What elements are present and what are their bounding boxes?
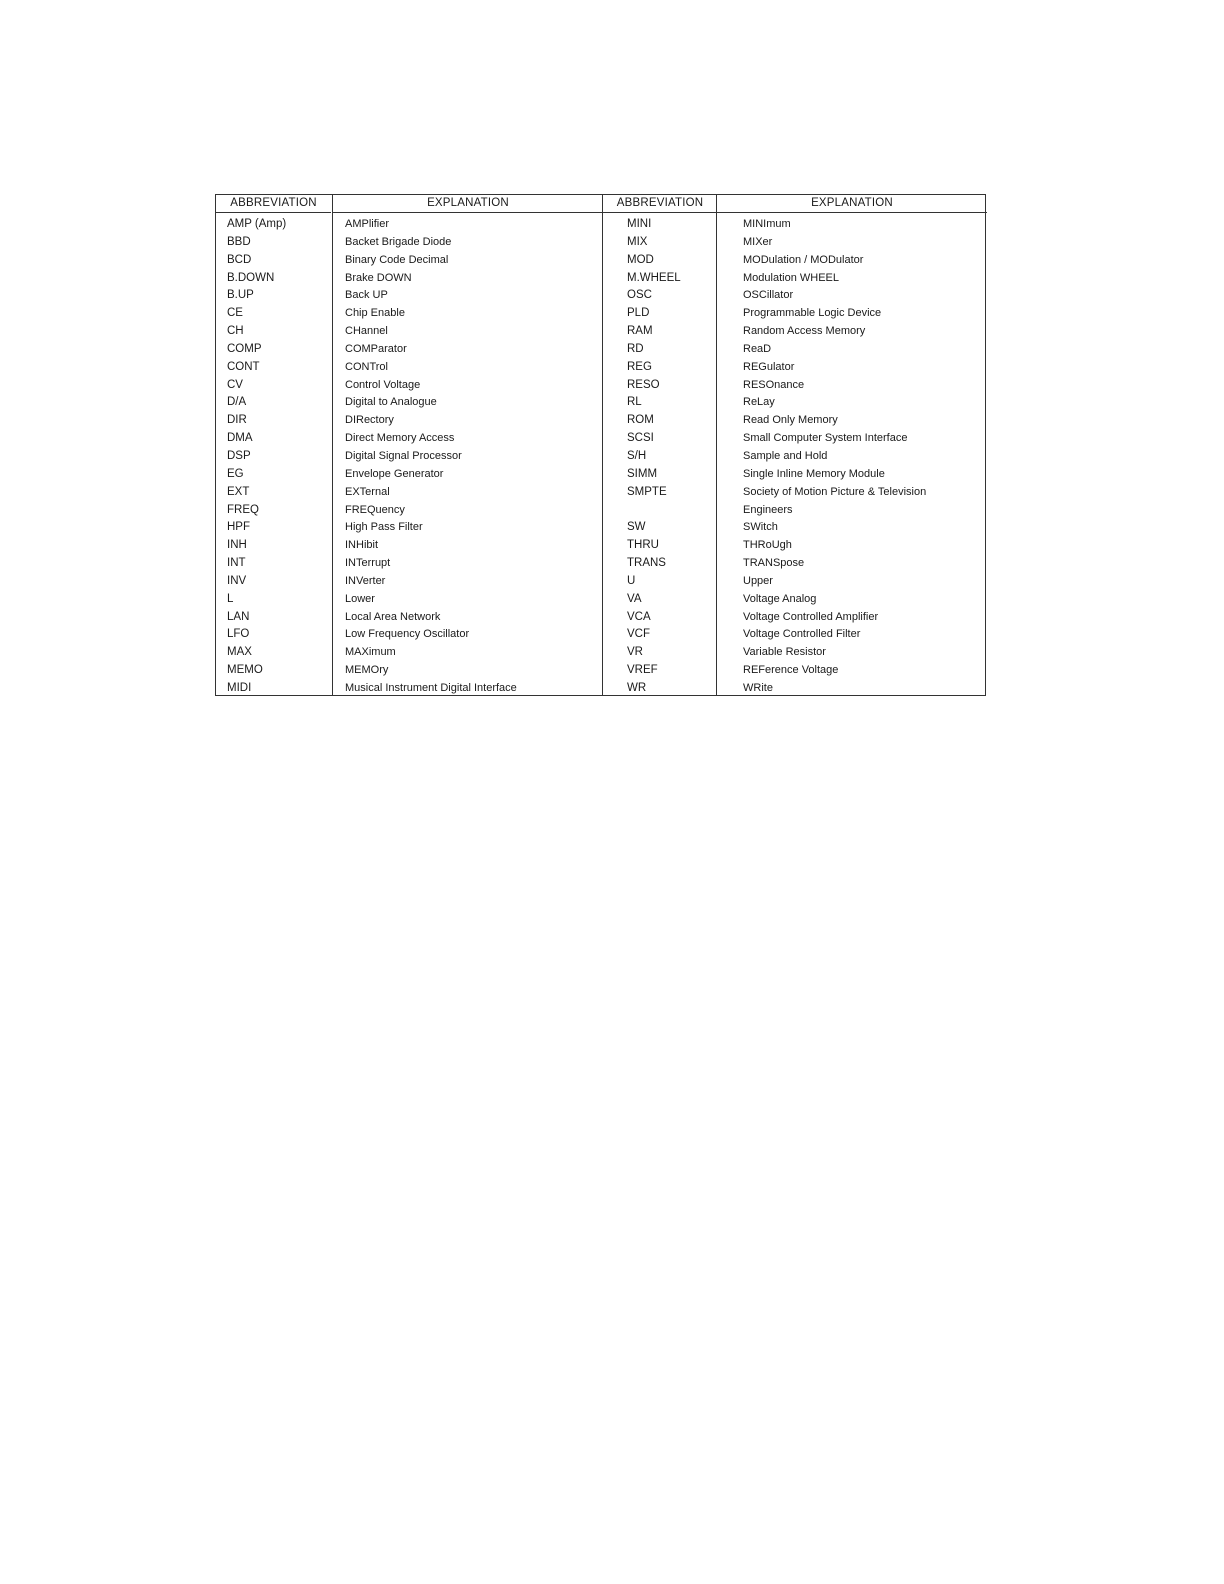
abbreviation-cell: MEMO (227, 664, 263, 677)
abbreviation-cell: B.DOWN (227, 271, 275, 284)
explanation-cell: Control Voltage (345, 378, 421, 391)
abbreviation-cell: VA (627, 592, 642, 605)
explanation-cell: REFerence Voltage (743, 664, 839, 677)
explanation-cell: Small Computer System Interface (743, 432, 908, 445)
left-abbreviation-column (216, 195, 331, 695)
abbreviation-cell: MINI (627, 218, 652, 230)
explanation-cell: Single Inline Memory Module (743, 467, 885, 480)
explanation-cell: MAXimum (345, 646, 396, 659)
explanation-cell: RESOnance (743, 378, 805, 391)
explanation-cell: Back UP (345, 289, 388, 302)
abbreviation-cell: DMA (227, 432, 253, 445)
explanation-cell: INTerrupt (345, 557, 391, 570)
abbreviation-cell: FREQ (227, 503, 259, 516)
explanation-cell: Society of Motion Picture & Television (743, 485, 927, 498)
abbreviation-cell: SCSI (627, 432, 654, 445)
explanation-cell: SWitch (743, 521, 778, 534)
explanation-cell: MODulation / MODulator (743, 253, 864, 266)
abbreviation-cell: VR (627, 646, 643, 659)
abbreviation-cell: S/H (627, 449, 647, 462)
explanation-cell: Local Area Network (345, 610, 441, 623)
explanation-cell: Voltage Controlled Filter (743, 628, 861, 641)
cell-list (216, 213, 331, 698)
abbreviation-cell: VCA (627, 610, 651, 623)
explanation-cell: Voltage Analog (743, 592, 817, 605)
abbreviation-cell: BCD (227, 253, 252, 266)
explanation-cell: Musical Instrument Digital Interface (345, 681, 517, 694)
abbreviation-cell: M.WHEEL (627, 271, 681, 284)
explanation-cell: Upper (743, 574, 773, 587)
explanation-cell: Digital to Analogue (345, 396, 437, 409)
explanation-cell: Low Frequency Oscillator (345, 628, 470, 641)
abbreviation-cell: RAM (627, 325, 653, 338)
abbreviation-cell: INH (227, 539, 247, 552)
abbreviation-cell: DSP (227, 449, 251, 462)
explanation-cell: MEMOry (345, 664, 389, 677)
column-header: EXPLANATION (333, 195, 603, 213)
explanation-cell: WRite (743, 681, 773, 694)
explanation-cell: AMPlifier (345, 218, 390, 230)
abbreviation-cell: RD (627, 342, 644, 355)
explanation-cell: OSCillator (743, 289, 794, 302)
explanation-cell: Brake DOWN (345, 271, 412, 284)
cell-list (717, 213, 987, 698)
cell-list (603, 213, 717, 698)
abbreviation-cell: COMP (227, 342, 262, 355)
explanation-cell: Modulation WHEEL (743, 271, 839, 284)
explanation-cell: Lower (345, 592, 375, 605)
explanation-cell: CHannel (345, 325, 388, 338)
column-header: ABBREVIATION (603, 195, 717, 213)
abbreviation-cell: VCF (627, 628, 650, 641)
explanation-cell: MINImum (743, 218, 791, 230)
abbreviation-cell: LAN (227, 610, 250, 623)
abbreviation-cell: CE (227, 307, 243, 320)
abbreviation-cell: INV (227, 574, 247, 587)
abbreviation-cell: CV (227, 378, 243, 391)
abbreviation-cell: D/A (227, 396, 247, 409)
abbreviation-cell: REG (627, 360, 652, 373)
abbreviation-cell: OSC (627, 289, 652, 302)
abbreviation-cell: SMPTE (627, 485, 667, 498)
column-header: EXPLANATION (717, 195, 987, 213)
explanation-cell: Voltage Controlled Amplifier (743, 610, 879, 623)
explanation-cell: Sample and Hold (743, 449, 828, 462)
explanation-cell: Envelope Generator (345, 467, 444, 480)
explanation-cell: DIRectory (345, 414, 394, 427)
abbreviation-cell: INT (227, 557, 246, 570)
abbreviation-cell: BBD (227, 235, 251, 248)
abbreviation-cell: EXT (227, 485, 250, 498)
abbreviation-cell: ROM (627, 414, 654, 427)
abbreviation-cell: CH (227, 325, 244, 338)
explanation-cell: REGulator (743, 360, 795, 373)
explanation-cell: ReaD (743, 342, 772, 355)
abbreviation-cell: B.UP (227, 289, 254, 302)
explanation-cell: Chip Enable (345, 307, 405, 320)
right-abbreviation-column (602, 195, 717, 695)
cell-list (333, 213, 603, 698)
abbreviation-cell: MIDI (227, 681, 252, 694)
abbreviation-cell: EG (227, 467, 244, 480)
abbreviation-cell: WR (627, 681, 647, 694)
abbreviation-cell: SW (627, 521, 646, 534)
column-header: ABBREVIATION (216, 195, 331, 213)
explanation-cell: CONTrol (345, 360, 388, 373)
explanation-cell: MIXer (743, 235, 773, 248)
explanation-cell: Direct Memory Access (345, 432, 455, 445)
explanation-cell: TRANSpose (743, 557, 805, 570)
explanation-cell: EXTernal (345, 485, 390, 498)
explanation-cell: Digital Signal Processor (345, 449, 462, 462)
explanation-cell: INHibit (345, 539, 379, 552)
explanation-cell: Read Only Memory (743, 414, 838, 427)
explanation-cell: Engineers (743, 503, 793, 516)
explanation-cell: FREQuency (345, 503, 405, 516)
explanation-cell: ReLay (743, 396, 775, 409)
abbreviation-cell: LFO (227, 628, 250, 641)
explanation-cell: Random Access Memory (743, 325, 866, 338)
abbreviation-cell: SIMM (627, 467, 658, 480)
abbreviation-cell: L (227, 592, 234, 605)
explanation-cell: INVerter (345, 574, 386, 587)
right-explanation-column (716, 195, 987, 695)
abbreviation-cell: AMP (Amp) (227, 218, 287, 230)
abbreviation-cell: RESO (627, 378, 660, 391)
explanation-cell: Variable Resistor (743, 646, 826, 659)
abbreviation-table (215, 194, 986, 696)
abbreviation-cell: RL (627, 396, 642, 409)
abbreviation-cell: U (627, 574, 636, 587)
abbreviation-cell: VREF (627, 664, 658, 677)
explanation-cell: Programmable Logic Device (743, 307, 882, 320)
abbreviation-cell (603, 502, 717, 520)
abbreviation-cell: CONT (227, 360, 260, 373)
abbreviation-cell: HPF (227, 521, 250, 534)
abbreviation-cell: MAX (227, 646, 252, 659)
abbreviation-cell: MIX (627, 235, 648, 248)
explanation-cell: Backet Brigade Diode (345, 235, 452, 248)
abbreviation-cell: MOD (627, 253, 654, 266)
abbreviation-cell: THRU (627, 539, 659, 552)
abbreviation-cell: PLD (627, 307, 650, 320)
left-explanation-column (332, 195, 603, 695)
abbreviation-cell: DIR (227, 414, 247, 427)
explanation-cell: COMParator (345, 342, 407, 355)
explanation-cell: Binary Code Decimal (345, 253, 449, 266)
explanation-cell: High Pass Filter (345, 521, 423, 534)
abbreviation-cell: TRANS (627, 557, 666, 570)
explanation-cell: THRoUgh (743, 539, 792, 552)
